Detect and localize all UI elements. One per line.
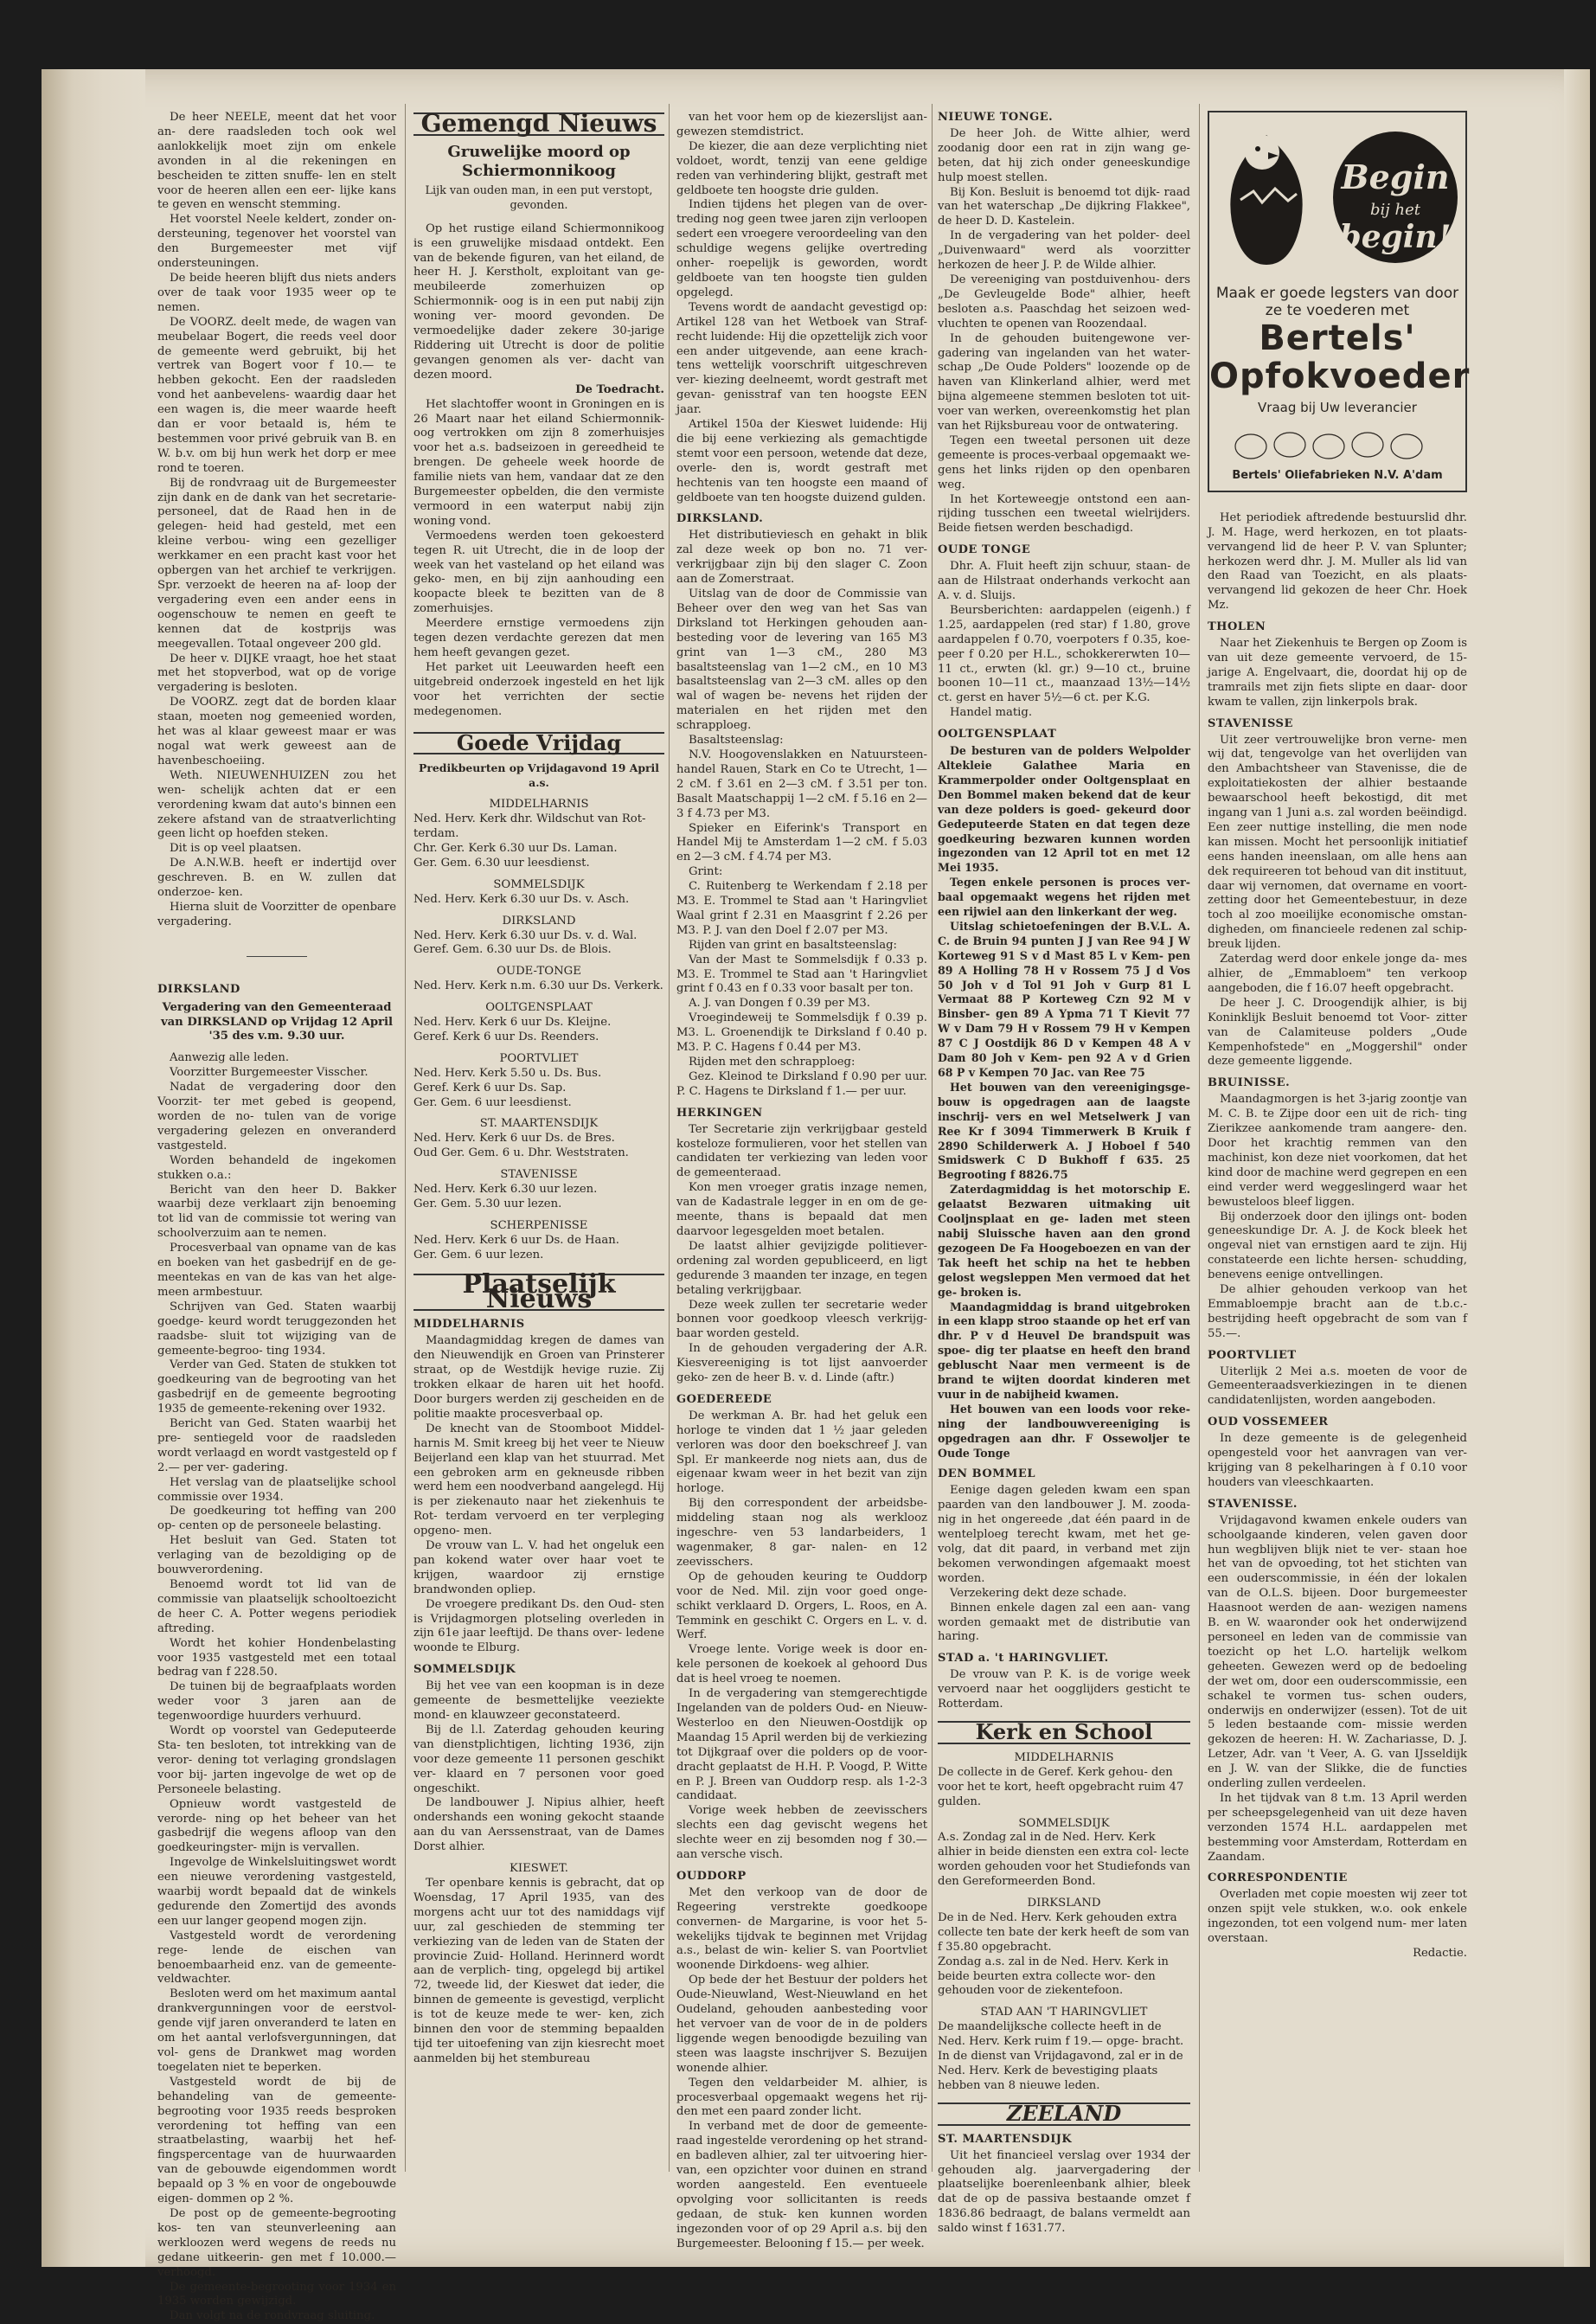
- paragraph: Uit het financieel verslag over 1934 der gehouden alg. jaarvergadering der plaatselijke boerenleenbank alhier, bleek dat de op de passiva bestaande omzet f 1836.86 bedraagt, de balans vermeldt aan saldo winst f 1631.77.: [938, 2148, 1190, 2236]
- place-name: STAVENISSE: [500, 1168, 578, 1182]
- news-bruinisse: [1208, 1093, 1467, 1341]
- paragraph: Uitslag schietoefeningen der B.V.L. A. C. de Bruin 94 punten J J van Ree 94 J W Korteweg 91 S v d Mast 85 L v Kem- pen 89 A Holling 78 H v Rossem 75 J d Vos 50 Joh v d Tol 91 Joh v Gurp 81 L Vermaat 88 P Korteweg Czn 92 M v Binsber- gen 89 A Ypma 71 T Kievit 77 W v Dam 79 H v Rossem 79 H v Kempen 87 C J Oostdijk 86 D v Kempen 48 A v Dam 80 Joh v Kem- pen 92 A v d Grien 68 P v Kempen 70 Jac. van Ree 75: [938, 919, 1190, 1079]
- paragraph: Maandagmorgen is het 3-jarig zoontje van M. C. B. te Zijpe door een uit de rich- ting Zierikzee aankomende tram aangere- den. Door het krachtig remmen van den machinist, kon deze niet voorkomen, dat het kind door de machine werd gegrepen en een eind verder werd weggeslingerd waar het bewusteloos bleef liggen.: [1208, 1093, 1467, 1209]
- news-stavenisse: [1208, 734, 1467, 1070]
- place-name: MIDDELHARNIS: [1014, 1750, 1114, 1764]
- column-rule: [1199, 104, 1200, 2172]
- paragraph: Bij het vee van een koopman is in deze gemeente de besmettelijke veeziekte mond- en klauwzeer geconstateerd.: [413, 1679, 664, 1722]
- paragraph: In de vergadering van het polder- deel „Duivenwaard" werd als voorzitter herkozen de heer J. P. de Wilde alhier.: [938, 229, 1190, 273]
- listing-line: Ger. Gem. 5.30 uur lezen.: [413, 1197, 562, 1210]
- listing-line: Ned. Herv. Kerk 6.30 uur Ds. v. Asch.: [413, 892, 630, 906]
- section-head-oud-vossemeer: OUD VOSSEMEER: [1208, 1416, 1329, 1429]
- paragraph: De heer Joh. de Witte alhier, werd zoodanig door een rat in zijn wang ge- beten, dat hij zich onder geneeskundige hulp moest stellen.: [938, 126, 1190, 184]
- news-nieuwe-tonge: [938, 127, 1190, 536]
- ad-tagline: Maak er goede legsters van door ze te voederen met: [1215, 285, 1459, 319]
- listing-line: Ger. Gem. 6.30 uur leesdienst.: [413, 856, 590, 870]
- news-dirksland: [676, 529, 927, 1099]
- paragraph: Dan volgt na de rondvraag sluiting.: [170, 2309, 375, 2323]
- listing-line: Oud Ger. Gem. 6 u. Dhr. Weststraten.: [413, 1146, 629, 1160]
- listing-line: Geref. Kerk 6 uur Ds. Reenders.: [413, 1030, 599, 1043]
- paragraph: Besloten werd om het maximum aantal drankvergunningen voor de eerstvol- gende vijf jaren onveranderd te laten en om het aantal verlofsvergunningen, dat vol- gens de Drankwet mag worden toegelaten niet te beperken.: [157, 1987, 396, 2074]
- place-name: SCHERPENISSE: [490, 1218, 588, 1232]
- column-rule: [669, 104, 670, 2172]
- chicks-row-illustration: [1225, 421, 1450, 464]
- listing-line: Chr. Ger. Kerk 6.30 uur Ds. Laman.: [413, 841, 618, 855]
- section-head-goedereede: GOEDEREEDE: [676, 1392, 772, 1406]
- article-murder: [413, 222, 664, 383]
- paragraph: Hierna sluit de Voorzitter de openbare vergadering.: [157, 900, 396, 928]
- listing-line: Ned. Herv. Kerk 6 uur Ds. de Haan.: [413, 1233, 619, 1247]
- paragraph: Zaterdagmiddag is het motorschip E. gelaatst Bezwaren uitmaking uit Cooljnsplaat en ge- laden met steen nabij Sluissche haven aan den grond gezogeen De Fa Hoogeboezen en van der Tak heeft het schip na het te hebben gelost wegsleppen Men vermoed dat het ge- broken is.: [938, 1183, 1190, 1299]
- news-ooltgensplaat: [938, 744, 1190, 1461]
- ad-maker: Bertels' Oliefabrieken N.V. A'dam: [1232, 468, 1443, 482]
- section-head-bruinisse: BRUINISSE.: [1208, 1076, 1291, 1090]
- paragraph: De knecht van de Stoomboot Middel- harnis M. Smit kreeg bij het veer te Nieuw Beijerland een klap van het stuurrad. Met een gebroken arm en gekneusde ribben werd hem een noodverband aangelegd. Hij is per ziekenauto naar het ziekenhuis te Rot- terdam vervoerd en ter verpleging opgeno- men.: [413, 1422, 664, 1538]
- listing-line: Zondag a.s. zal in de Ned. Herv. Kerk in beide beurten extra collecte wor- den gehouden voor de ziekentefoon.: [938, 1955, 1169, 1998]
- ad-slogan: Begin: [1341, 157, 1450, 196]
- paragraph: De alhier gehouden verkoop van het Emmabloempje bracht aan de t.b.c.- bestrijding heeft opgebracht de som van f 55.—.: [1208, 1283, 1467, 1340]
- column-5: [1208, 111, 1471, 2170]
- church-services-list: [413, 798, 664, 1262]
- listing-line: A.s. Zondag zal in de Ned. Herv. Kerk alhier in beide diensten een extra col- lecte worden gehouden voor het Studiefonds van den Gereformeerden Bond.: [938, 1831, 1190, 1889]
- place-name: DIRKSLAND: [1027, 1897, 1101, 1910]
- paragraph: A. J. van Dongen f 0.39 per M3.: [689, 997, 870, 1011]
- section-head-oude-tonge: OUDE TONGE: [938, 543, 1031, 557]
- paragraph: Maandagmiddag kregen de dames van den Nieuwendijk en Groen van Prinsterer straat, op de Westdijk hevige ruzie. Zij trokken elkaar de haren uit het hoofd. Door burgers werden zij gescheiden en de politie maakte procesverbaal op.: [413, 1334, 664, 1421]
- place-name: OOLTGENSPLAAT: [485, 1001, 593, 1015]
- paragraph: De heer v. DIJKE vraagt, hoe het staat met het stopverbod, wat op de vorige vergadering is besloten.: [157, 652, 396, 695]
- column-2: [413, 111, 664, 2170]
- signature-redactie: Redactie.: [1413, 1947, 1467, 1960]
- section-head-stavenisse: STAVENISSE: [1208, 716, 1293, 730]
- column-4: [938, 111, 1190, 2236]
- ad-product: Opfokvoeder: [1209, 356, 1471, 396]
- paragraph: Meerdere ernstige vermoedens zijn tegen dezen verdachte gerezen dat men hem heeft gevangen gezet.: [413, 617, 664, 659]
- paragraph: Tevens wordt de aandacht gevestigd op: Artikel 128 van het Wetboek van Straf- recht luidende: Hij die opzettelijk zich voor een ander uitgevende, aan eene krach- tens wettelijk voorschrift uitgeschreven ver- kiezing deelneemt, wordt gestraft met gevan- genisstraf van ten hoogste EEN jaar.: [676, 300, 927, 417]
- paragraph: C. Ruitenberg te Werkendam f 2.18 per M3. E. Trommel te Stad aan 't Haringvliet Waal grint f 2.31 en Maasgrint f 2.26 per M3. P. J. van den Doel f 2.07 per M3.: [676, 880, 927, 937]
- headline-murder: Gruwelijke moord op Schiermonnikoog: [447, 142, 631, 180]
- paragraph: Vastgesteld wordt de bij de behandeling van de gemeente-begrooting voor 1935 reeds besproken verordening tot heffing van een straatbelasting, waarbij het hef- fingspercentage van de huurwaarden van de gebouwde eigendommen wordt bepaald op 3 % en voor de ongebouwde eigen- dommen op 2 %.: [157, 2075, 396, 2206]
- meeting-title: Vergadering van den Gemeenteraad van DIRKSLAND op Vrijdag 12 April '35 des v.m. 9.30 uur.: [160, 1000, 394, 1043]
- paragraph: Worden behandeld de ingekomen stukken o.a.:: [157, 1153, 396, 1182]
- paragraph: Tegen een tweetal personen uit deze gemeente is proces-verbaal opgemaakt we- gens het links rijden op den openbaren weg.: [938, 433, 1190, 491]
- paragraph: Bij onderzoek door den ijlings ont- boden geneeskundige Dr. A. J. de Kock bleek het ongeval niet van ernstigen aard te zijn. Hij constateerde een lichte hersen- schudding, benevens eenige ontvellingen.: [1208, 1210, 1467, 1282]
- binding-edge: [42, 69, 145, 2267]
- paragraph: N.V. Hoogovenslakken en Natuursteen- handel Rauen, Stark en Co te Utrecht, 1—2 cM. f 3.61 en 2—3 cM. f 3.51 per ton. Basalt Maatschappij 1—2 cM. f 5.16 en 2—3 f 4.73 per M3.: [676, 748, 927, 820]
- masthead-zeeland: ZEELAND: [938, 2103, 1190, 2126]
- paragraph: Het voorstel Neele keldert, zonder on- dersteuning, tegenover het voorstel van den Burgemeester met vijf ondersteuningen.: [157, 213, 396, 271]
- paragraph: De heer J. C. Droogendijk alhier, is bij Koninklijk Besluit benoemd tot Voor- zitter van de Calamiteuse polders „Oude Kempenhofstede" en „Moggershil" onder deze gemeente liggende.: [1208, 996, 1467, 1069]
- section-head-sommelsdijk: SOMMELSDIJK: [413, 1663, 516, 1677]
- news-den-bommel: [938, 1484, 1190, 1645]
- column-3: [676, 111, 927, 2250]
- paragraph: Vrijdagavond kwamen enkele ouders van schoolgaande kinderen, velen gaven door hun wegblijven blijk niet te ver- staan hoe het van de opvoeding, tot het stichten van een ouderscommissie, in één der lokalen van de O.L.S. bijeen. Door burgemeester Haasnoot werden de aan- wezigen namens B. en W. waaronder ook het onderwijzend personeel en leden van de commissie van toezicht op het L.O. hartelijk welkom geheeten. Gewezen werd op de bedoeling der wet om, door een ouderscommissie, een schakel te vormen tus- schen ouders, onderwijs en onderwijzer (essen). Tot de uit 5 leden bestaande com- missie werden gekozen de heeren: H. W. Zachariasse, D. J. Letzer, Adr. van 't Veer, A. G. van IJsseldijk en J. W. van der Slikke, die de functies onderling zullen verdeelen.: [1208, 1513, 1467, 1791]
- listing-line: Ger. Gem. 6 uur lezen.: [413, 1248, 544, 1262]
- listing-line: Ned. Herv. Kerk 6 uur Ds. de Bres.: [413, 1132, 615, 1146]
- paragraph: In de gehouden buitengewone ver- gadering van ingelanden van het water- schap „De Oude Polders" loozende op de haven van Klinkerland alhier, werd met bijna algemeene stemmen besloten tot uit- voer van werken, overeenkomstig het plan van het Rijksbureau voor de ontwatering.: [938, 331, 1190, 433]
- paragraph: Bericht van den heer D. Bakker waarbij deze verklaart zijn benoeming tot lid van de commissie tot wering van schoolverzuim aan te nemen.: [157, 1183, 396, 1241]
- listing-line: Ned. Herv. Kerk 6.30 uur Ds. v. d. Wal.: [413, 928, 638, 942]
- place-name: OUDE-TONGE: [497, 965, 581, 979]
- paragraph: Vermoedens werden toen gekoesterd tegen R. uit Utrecht, die in de loop der week van het vasteland op het eiland was geko- men, en bij zijn aanhouding een koopacte bleek te bezitten van de 8 zomerhuisjes.: [413, 529, 664, 616]
- column-rule: [932, 104, 933, 2172]
- paragraph: De besturen van de polders Welpolder Altekleie Galathee Maria en Krammerpolder onder Ooltgensplaat en Den Bommel maken bekend dat de keur van deze polders is goed- gekeurd door Gedeputeerde Staten en dat tegen deze goedkeuring bezwaren kunnen worden ingezonden van 12 April tot en met 12 Mei 1935.: [938, 744, 1190, 875]
- paragraph: Gez. Kleinod te Dirksland f 0.90 per uur. P. C. Hagens te Dirksland f 1.— per uur.: [676, 1069, 927, 1098]
- paragraph: Bij Kon. Besluit is benoemd tot dijk- raad van het waterschap „De dijkring Flakkee", de heer D. D. Kastelein.: [938, 185, 1190, 228]
- ad-brand: Bertels': [1259, 318, 1416, 358]
- section-head-poortvliet: POORTVLIET: [1208, 1348, 1297, 1362]
- paragraph: Ingevolge de Winkelsluitingswet wordt een nieuwe verordening vastgesteld, waarbij wordt bepaald dat de winkels gedurende den Zomertijd des avonds een uur langer geopend mogen zijn.: [157, 1856, 396, 1928]
- paragraph: Binnen enkele dagen zal een aan- vang worden gemaakt met de distributie van haring.: [938, 1601, 1190, 1644]
- page-right-edge: [1564, 69, 1590, 2267]
- section-head-herkingen: HERKINGEN: [676, 1106, 763, 1120]
- paragraph: De VOORZ. deelt mede, de wagen van meubelaar Bogert, die reeds veel door de gemeente werd gebruikt, bij het vertrek van Bogert voor f 10.— te hebben gekocht. Een der raadsleden vond het aanbevelens- waardig daar het een wagen is, die meer waarde heeft dan er voor betaald is, hém te bestemmen voor privé gebruik van B. en W. b.v. om bij hun werk het dorp er mee rond te toeren.: [157, 315, 396, 475]
- paragraph: De laatst alhier gevijzigde politiever- ordening zal worden gepubliceerd, en ligt gedurende 3 maanden ter inzage, en tegen betaling verkrijgbaar.: [676, 1239, 927, 1297]
- paragraph: De vrouw van P. K. is de vorige week vervoerd naar het oogglijders gesticht te Rotterdam.: [938, 1668, 1190, 1711]
- paragraph: Overladen met copie moesten wij zeer tot onzen spijt vele stukken, w.o. ook enkele ingezonden, tot een volgend num- mer laten overstaan.: [1208, 1888, 1467, 1946]
- paragraph: In de gehouden vergadering der A.R. Kiesvereeniging is tot lijst aanvoerder geko- zen de heer B. v. d. Linde (aftr.): [676, 1342, 927, 1385]
- ad-ask: Vraag bij Uw leverancier: [1258, 400, 1417, 415]
- paragraph: Artikel 150a der Kieswet luidende: Hij die bij eene verkiezing als gemachtigde stemt voor een persoon, wetende dat deze, overle- den is, wordt gestraft met hechtenis van ten hoogste een maand of geldboete van ten hoogste duizend gulden.: [676, 418, 927, 504]
- paragraph: In de vergadering van stemgerechtigde Ingelanden van de polders Oud- en Nieuw- Westerloo en den Nieuwen-Oostdijk op Maandag 15 April werden bij de verkiezing tot Dijkgraaf over die polders op de voor- dracht geplaatst de H.H. P. Voogd, P. Witte en P. J. Breen van Ouddorp resp. als 1-2-3 candidaat.: [676, 1687, 927, 1803]
- paragraph: Procesverbaal van opname van de kas en boeken van het gasbedrijf en de ge- meentekas en van de kas van het alge- meen armbestuur.: [157, 1242, 396, 1299]
- section-head-kieswet: KIESWET.: [510, 1862, 568, 1876]
- section-head-nieuwe-tonge: NIEUWE TONGE.: [938, 111, 1054, 124]
- place-name: ST. MAARTENSDIJK: [479, 1117, 599, 1131]
- paragraph: Het bouwen van den vereenigingsge- bouw is opgedragen aan de laagste inschrij- vers en wel Metselwerk J van Ree Kr f 3094 Timmerwerk B Kruik f 2890 Schilderwerk A. J Hoboel f 540 Smidswerk C D Bukhoff f 635. 25 Begrooting f 8826.75: [938, 1080, 1190, 1182]
- paragraph: Indien tijdens het plegen van de over- treding nog geen twee jaren zijn verloopen sedert een vroegere veroordeeling van den schuldige wegens gelijke overtreding onher- roepelijk is geworden, wordt geldboete van ten hoogste tien gulden opgelegd.: [676, 198, 927, 299]
- section-head-correspondentie: CORRESPONDENTIE: [1208, 1871, 1348, 1885]
- council-report-dirksland: [157, 1051, 396, 2324]
- listing-line: Ned. Herv. Kerk n.m. 6.30 uur Ds. Verkerk.: [413, 979, 663, 993]
- paragraph: Tegen den veldarbeider M. alhier, is procesverbaal opgemaakt wegens het rij- den met een paard zonder licht.: [676, 2076, 927, 2119]
- paragraph: Voorzitter Burgemeester Visscher.: [170, 1066, 369, 1080]
- paragraph: De vrouw van L. V. had het ongeluk een pan kokend water over haar voet te krijgen, waardoor zij ernstige brandwonden opliep.: [413, 1539, 664, 1596]
- paragraph: Vastgesteld wordt de verordening rege- lende de eischen van benoembaarheid enz. van de gemeente-veldwachter.: [157, 1929, 396, 1987]
- svg-text:bij het: bij het: [1369, 201, 1421, 219]
- paragraph: Uit zeer vertrouwelijke bron verne- men wij dat, tengevolge van het overlijden van den Ambachtsheer van Stavenisse, die de exploitatiekosten der alhier bestaande bewaarschool heeft bekostigd, dit met ingang van 1 Juni a.s. zal worden beëindigd. Een zeer nuttige instelling, die men node kan missen. Mocht het persoonlijk initiatief eens handen ineenslaan, om alle hens aan dek requireeren tot behoud van dit instituut, daar wij vernomen, dat overname en voort- zetting door het Gemeentebestuur, in deze toch al zoo moeilijke economische omstan- digheden, om financieele redenen zal schip- breuk lijden.: [1208, 733, 1467, 952]
- paragraph: Opnieuw wordt vastgesteld de verorde- ning op het beheer van het gasbedrijf die wegens afloop van den goedkeuringster- mijn is vervallen.: [157, 1797, 396, 1855]
- paragraph: Maandagmiddag is brand uitgebroken in een klapp stroo staande op het erf van dhr. P v d Heuvel De brandspuit was spoe- dig ter plaatse en heeft den brand gebluscht Naar men vermeent is de brand te wijten doordat kinderen met vuur in de nabijheid kwamen.: [938, 1300, 1190, 1401]
- news-bestuur: [1208, 511, 1467, 613]
- ad-illustration: [1209, 112, 1465, 281]
- section-head-middelharnis: MIDDELHARNIS: [413, 1318, 525, 1332]
- masthead-gemengd-nieuws: Gemengd Nieuws: [413, 112, 664, 136]
- paragraph: Handel matig.: [950, 706, 1033, 720]
- news-tholen: [1208, 637, 1467, 710]
- paragraph: Het bouwen van een loods voor reke- ning der landbouwvereeniging is opgedragen aan dhr. F Ossewoljer te Oude Tonge: [938, 1402, 1190, 1460]
- listing-line: De collecte in de Geref. Kerk gehou- den voor het te kort, heeft opgebracht ruim 47 gulden.: [938, 1765, 1184, 1808]
- place-name: MIDDELHARNIS: [489, 798, 589, 812]
- place-name: POORTVLIET: [499, 1051, 579, 1065]
- paragraph: De VOORZ. zegt dat de borden klaar staan, moeten nog gemeenied worden, het was al klaar geweest maar er was nogal wat werk geweest aan de havenbeschoeiing.: [157, 696, 396, 767]
- paragraph: Met den verkoop van de door de Regeering verstrekte goedkoope convernen- de Margarine, is voor het 5-wekelijks tijdvak te beginnen met Vrijdag a.s., belast de win- kelier S. van Poortvliet woonende Dirkdoens- weg alhier.: [676, 1885, 927, 1973]
- masthead-goede-vrijdag: Goede Vrijdag: [413, 732, 664, 755]
- paragraph: Eenige dagen geleden kwam een span paarden van den landbouwer J. M. zooda- nig in het ongereede ‚dat één paard in de wentelploeg terecht kwam, met het ge- volg, dat dit paard, in verband met zijn bekomen verwondingen afgemaakt moest worden.: [938, 1484, 1190, 1585]
- paragraph: Vroegindeweij te Sommelsdijk f 0.39 p. M3. L. Groenendijk te Dirksland f 0.40 p. M3. P. C. Hagens f 0.44 per M3.: [676, 1011, 927, 1055]
- listing-line: Ger. Gem. 6 uur leesdienst.: [413, 1095, 572, 1109]
- paragraph: Het parket uit Leeuwarden heeft een uitgebreid onderzoek ingesteld en het lijk voor het verrichten der sectie medegenomen.: [413, 660, 664, 718]
- paragraph: van het voor hem op de kiezerslijst aan- gewezen stemdistrict.: [676, 111, 927, 138]
- paragraph: De heer NEELE, meent dat het voor an- dere raadsleden toch ook wel aanlokkelijk moet zijn om enkele avonden in al die rekeningen en bescheiden te zitten snuffe- len en stelt voor de heeren allen een eer- lijke kans te geven en wenscht stemming.: [157, 111, 396, 212]
- paragraph: In verband met de door de gemeente- raad ingestelde verordening op het strand- en badleven alhier, zal ter uitvoering hier- van, een opzichter voor duinen en strand worden aangesteld. Een eventueele opvolging voor sollicitanten is reeds gedaan, de stuk- ken kunnen worden ingezonden voor of op 29 April a.s. bij den Burgemeester. Belooning f 15.— per week.: [676, 2120, 927, 2250]
- place-name: DIRKSLAND: [502, 914, 576, 928]
- paragraph: Wordt het kohier Hondenbelasting voor 1935 vastgesteld met een totaal bedrag van f 228.50.: [157, 1636, 396, 1679]
- listing-line: De in de Ned. Herv. Kerk gehouden extra collecte ten bate der kerk heeft de som van f 35.80 opgebracht.: [938, 1910, 1189, 1954]
- paragraph: Nadat de vergadering door den Voorzit- ter met gebed is geopend, worden de no- tulen van de vorige vergadering gelezen en onveranderd vastgesteld.: [157, 1081, 396, 1152]
- paragraph: Verzekering dekt deze schade.: [950, 1586, 1127, 1600]
- paragraph: Op de gehouden keuring te Ouddorp voor de Ned. Mil. zijn voor goed onge- schikt verklaard D. Orgers, L. Roos, en A. Temmink en geschikt C. Orgers en L. v. d. Werf.: [676, 1570, 927, 1642]
- section-head-dirksland: DIRKSLAND: [157, 982, 240, 996]
- news-sommelsdijk: [413, 1679, 664, 1855]
- paragraph: Het slachtoffer woont in Groningen en is 26 Maart naar het eiland Schiermonnik- oog vertrokken om zijn 8 zomerhuisjes voor het a.s. badseizoen in gereedheid te brengen. De geheele week hoorde de familie niets van hem, vandaar dat ze den Burgemeester opbelden, die den vermiste vermoord in een waterput nabij zijn woning vond.: [413, 397, 664, 528]
- article-murder-continued: [413, 398, 664, 720]
- paragraph: De vereeniging van postduivenhou- ders „De Gevleugelde Bode" alhier, heeft besloten a.s. Paaschdag het seizoen wed- vluchten te openen van Roozendaal.: [938, 273, 1190, 331]
- paragraph: Van der Mast te Sommelsdijk f 0.33 p. M3. E. Trommel te Stad aan 't Haringvliet grint f 0.43 en f 0.33 voor basalt per ton.: [676, 953, 927, 996]
- church-school-news: [938, 1751, 1190, 2094]
- paragraph: Bericht van Ged. Staten waarbij het pre- sentiegeld voor de raadsleden wordt verlaagd en wordt vastgesteld op f 2.— per ver- gadering.: [157, 1417, 396, 1474]
- paragraph: Vroege lente. Vorige week is door en- kele personen de koekoek al gehoord Dus dat is heel vroeg te noemen.: [676, 1643, 927, 1686]
- paragraph: Schrijven van Ged. Staten waarbij goedge- keurd wordt teruggezonden het raadsbe- sluit tot wijziging van de gemeente-begroo- ting 1934.: [157, 1300, 396, 1358]
- paragraph: De kiezer, die aan deze verplichting niet voldoet, wordt, tenzij van eene geldige reden van verhindering blijkt, gestraft met geldboete ten hoogste drie gulden.: [676, 139, 927, 197]
- section-head-ouddorp: OUDDORP: [676, 1869, 747, 1883]
- masthead-kerk-en-school: Kerk en School: [938, 1721, 1190, 1744]
- paragraph: Het besluit van Ged. Staten tot verlaging van de bezoldiging op de bouwverordening.: [157, 1534, 396, 1577]
- paragraph: In deze gemeente is de gelegenheid opengesteld voor het aanvragen van ver- krijging van 8 pekelharingen à f 0.10 voor houders van vleeschkaarten.: [1208, 1432, 1467, 1489]
- news-kieswet: [413, 1877, 664, 2067]
- section-head-den-bommel: DEN BOMMEL: [938, 1467, 1035, 1481]
- listing-line: In de dienst van Vrijdagavond, zal er in de Ned. Herv. Kerk de bevestiging plaats hebben van 8 nieuwe leden.: [938, 2050, 1183, 2092]
- paragraph: Bij de rondvraag uit de Burgemeester zijn dank en de dank van het secretarie- personeel, dat de Raad hen in de gelegen- heid had gesteld, met een kleine verbou- wing een gezelliger werkkamer en een pracht kast voor het opbergen van het archief te verkrijgen. Spr. verzoekt de heeren na af- loop der vergadering even een ander eens in oogenschouw te nemen en geeft te kennen dat de kostprijs was meegevallen. Totaal ongeveer 200 gld.: [157, 476, 396, 651]
- paragraph: Het verslag van de plaatselijke school commissie over 1934.: [157, 1475, 396, 1504]
- paragraph: Rijden van grint en basaltsteenslag:: [689, 938, 897, 952]
- listing-line: Ned. Herv. Kerk 6.30 uur lezen.: [413, 1183, 598, 1197]
- section-head-st-maartensdijk: ST. MAARTENSDIJK: [938, 2132, 1073, 2146]
- correspondence: [1208, 1888, 1467, 1947]
- news-goedereede: [676, 1409, 927, 1863]
- predik-title: Predikbeurten op Vrijdagavond 19 April a.s.: [419, 761, 659, 790]
- listing-line: Ned. Herv. Kerk 6 uur Ds. Kleijne.: [413, 1016, 612, 1030]
- paragraph: Rijden met den schrapploeg:: [689, 1056, 856, 1069]
- place-name: SOMMELSDIJK: [1018, 1816, 1110, 1830]
- section-head-ooltgensplaat: OOLTGENSPLAAT: [938, 728, 1057, 741]
- paragraph: De werkman A. Br. had het geluk een horloge te vinden dat 1 ½ jaar geleden verloren was door den boekschreef J. van Spl. Er mankeerde nog niets aan, dus de eigenaar kwam weer in het bezit van zijn horloge.: [676, 1409, 927, 1496]
- paragraph: Zaterdag werd door enkele jonge da- mes alhier, de „Emmabloem" ten verkoop aangeboden, die f 16.07 heeft opgebracht.: [1208, 953, 1467, 995]
- paragraph: Grint:: [689, 865, 723, 879]
- paragraph: Tegen enkele personen is proces ver- baal opgemaakt wegens het rijden met een rijwiel aan den linkerkant der weg.: [938, 876, 1190, 919]
- section-divider: [247, 956, 307, 957]
- paragraph: De beide heeren blijft dus niets anders over de taak voor 1935 weer op te nemen.: [157, 271, 396, 314]
- paragraph: Aanwezig alle leden.: [170, 1051, 290, 1065]
- news-stavenisse-2: [1208, 1514, 1467, 1865]
- listing-line: Geref. Kerk 6 uur Ds. Sap.: [413, 1081, 567, 1095]
- subheadline-murder: Lijk van ouden man, in een put verstopt, gevonden.: [425, 183, 653, 212]
- paragraph: Dit is op veel plaatsen.: [170, 842, 302, 856]
- paragraph: Wordt op voorstel van Gedeputeerde Sta- ten besloten, tot intrekking van de veror- dening tot verlaging grondslagen voor bij- jarten ingevolge de wet op de Personeele belasting.: [157, 1724, 396, 1796]
- paragraph: De vroegere predikant Ds. den Oud- sten is Vrijdagmorgen plotseling overleden in zijn 61e jaar leeftijd. De thans over- ledene woonde te Elburg.: [413, 1597, 664, 1655]
- chick-in-egg-illustration: [1215, 118, 1318, 269]
- advertisement-bertels: [1208, 111, 1471, 492]
- paragraph: Spieker en Eiferink's Transport en Handel Mij te Amsterdam 1—2 cM. f 5.03 en 2—3 cM. f 4.74 per M3.: [676, 821, 927, 864]
- council-report-continued: [157, 111, 396, 930]
- paragraph: Op bede der het Bestuur der polders het Oude-Nieuwland, West-Nieuwland en het Oudeland, gehouden aanbesteding voor het vervoer van de voor de in de polders liggende wegen benoodigde bezuiling van steen was laagste inschrijver S. Bezuijen wonende alhier.: [676, 1974, 927, 2075]
- news-poortvliet: [1208, 1365, 1467, 1409]
- section-head-stavenisse-2: STAVENISSE.: [1208, 1497, 1298, 1511]
- paragraph: Dhr. A. Fluit heeft zijn schuur, staan- de aan de Hilstraat onderhands verkocht aan A. v. d. Sluijs.: [938, 560, 1190, 602]
- column-rule: [405, 104, 406, 2172]
- paragraph: Ter openbare kennis is gebracht, dat op Woensdag, 17 April 1935, van des morgens acht uur tot des namiddags vijf uur, zal geschieden de stemming ter verkiezing van de leden van de Staten der provincie Zuid- Holland. Herinnerd wordt aan de verplich- ting, opgelegd bij artikel 72, tweede lid, der Kieswet dat ieder, die binnen de gemeente is gevestigd, verplicht is tot de keuze mede te wer- ken, zich binnen den voor de stemming bepaalden tijd ter uitoefening van zijn kiesrecht moet aanmelden bij het stembureau: [413, 1876, 664, 2065]
- paragraph: De post op de gemeente-begrooting kos- ten van steunverleening aan werkloozen werd wegens de reeds nu gedane uitkeerin- gen met f 10.000.— verhoogd.: [157, 2206, 396, 2279]
- speech-bubble: [1330, 128, 1460, 266]
- paragraph: In het Korteweegje ontstond een aan- rijding tusschen een tweetal wielrijders. Beide fietsen werden beschadigd.: [938, 492, 1190, 536]
- place-name: SOMMELSDIJK: [493, 877, 585, 891]
- paragraph: Basaltsteenslag:: [689, 734, 784, 748]
- paragraph: Beursberichten: aardappelen (eigenh.) f 1.25, aardappelen (red star) f 1.80, grove aardappelen f 0.70, voerpoters f 0.35, koe- peer f 0.20 per H.L., schokkererwten 10— 11 ct., erwten (kl. gr.) 9—10 ct., bruine boonen 10—11 ct., maanzaad 13½—14½ ct. gerst en haver 5½—6 ct. per K.G.: [938, 603, 1190, 705]
- news-st-maartensdijk: [938, 2149, 1190, 2237]
- paragraph: Bij den correspondent der arbeidsbe- middeling staan nog als werklooz ingeschre- ven 53 landarbeiders, 1 wagenmaker, 8 gar- nalen- en 12 zeevisschers.: [676, 1497, 927, 1569]
- paragraph: Verder van Ged. Staten de stukken tot goedkeuring van de begrooting van het gasbedrijf en de gemeente begrooting 1935 de gemeente-rekening over 1932.: [157, 1358, 396, 1416]
- paragraph: Uiterlijk 2 Mei a.s. moeten de voor de Gemeenteraadsverkiezingen in te dienen candidatenlijsten, worden aangeboden.: [1208, 1364, 1467, 1408]
- paragraph: De A.N.W.B. heeft er indertijd over geschreven. B. en W. zullen dat onderzoe- ken.: [157, 857, 396, 900]
- paragraph: Op het rustige eiland Schiermonnikoog is een gruwelijke misdaad ontdekt. Een van de bekende figuren, van het eiland, de heer H. J. Kerstholt, exploitant van ge- meubileerde zomerhuizen op Schiermonnik- oog is in een put nabij zijn woning ver- moord gevonden. De vermoedelijke dader zekere 30-jarige Riddering uit Utrecht is door de politie gevangen genomen als ver- dacht van dezen moord.: [413, 221, 664, 382]
- paragraph: In het tijdvak van 8 t.m. 13 April werden per scheepsgelegenheid van uit deze haven verzonden 1574 H.L. aardappelen met bestemming voor Amsterdam, Rotterdam en Zaandam.: [1208, 1791, 1467, 1864]
- news-oude-tonge: [938, 560, 1190, 721]
- news-herkingen: [676, 1123, 927, 1386]
- paragraph: Naar het Ziekenhuis te Bergen op Zoom is van uit deze gemeente vervoerd, de 15-jarige A. Engelvaart, die, doordat hij op de tramrails met zijn fiets slipte en daar- door kwam te vallen, zijn linkerpols brak.: [1208, 637, 1467, 709]
- paragraph: Weth. NIEUWENHUIZEN zou het wen- schelijk achten dat er een verordening kwam dat auto's binnen een zekere afstand van de straatverlichting geen licht op hoefden steken.: [157, 768, 396, 841]
- section-head-dirksland: DIRKSLAND.: [676, 512, 764, 526]
- paragraph: Uitslag van de door de Commissie van Beheer over den weg van het Sas van Dirksland tot Herkingen gehouden aan- besteding voor de levering van 165 M3 grint van 1—3 cM., 280 M3 basaltsteenslag van 1—2 cM., en 10 M3 basaltsteenslag van 2—3 cM. alles op den wal of wagen be- nevens het rijden der materialen en het rijden met den schrapploeg.: [676, 587, 927, 733]
- paragraph: Het periodiek aftredende bestuurslid dhr. J. M. Hage, werd herkozen, en tot plaats- vervangend lid de heer P. V. van Splunter; herkozen werd dhr. J. M. Muller als lid van den Raad van Toezicht, en als plaats- vervangend lid gekozen de heer Chr. Hoek Mz.: [1208, 510, 1467, 613]
- paragraph: Het distributieviesch en gehakt in blik zal deze week op bon no. 71 ver- verkrijgbaar zijn bij den slager C. Zoon aan de Zomerstraat.: [676, 529, 927, 587]
- paragraph: De tuinen bij de begraafplaats worden weder voor 3 jaren aan de tegenwoordige huurders verhuurd.: [157, 1680, 396, 1724]
- paragraph: Benoemd wordt tot lid van de commissie van plaatselijk schooltoezicht de heer C. A. Potter wegens periodiek aftreding.: [157, 1578, 396, 1635]
- news-ouddorp: [676, 1886, 927, 2252]
- news-oud-vossemeer: [1208, 1432, 1467, 1491]
- place-name: STAD AAN 'T HARINGVLIET: [980, 2006, 1148, 2019]
- listing-line: Geref. Gem. 6.30 uur Ds. de Blois.: [413, 943, 612, 957]
- subhead-toedracht: De Toedracht.: [575, 382, 664, 396]
- paragraph: De goedkeuring tot heffing van 200 op- centen op de personeele belasting.: [157, 1505, 396, 1533]
- paragraph: Kon men vroeger gratis inzage nemen, van de Kadastrale legger in en om de ge- meente, thans is bepaald dat men daarvoor legesgelden moet betalen.: [676, 1181, 927, 1238]
- listing-line: Ned. Herv. Kerk dhr. Wildschut van Rot- terdam.: [413, 812, 646, 841]
- section-head-tholen: THOLEN: [1208, 620, 1266, 634]
- paragraph: Vorige week hebben de zeevisschers slechts een dag gevischt wegens het slechte weer en zij besomden nog f 30.— aan versche visch.: [676, 1804, 927, 1862]
- svg-text:begin!: begin!: [1339, 219, 1452, 255]
- listing-line: De maandelijksche collecte heeft in de Ned. Herv. Kerk ruim f 19.— opge- bracht.: [938, 2020, 1184, 2049]
- section-head-stad: STAD a. 't HARINGVLIET.: [938, 1652, 1109, 1666]
- masthead-plaatselijk-nieuws: Plaatselijk Nieuws: [413, 1274, 664, 1312]
- news-kieswet-continued: [676, 111, 927, 505]
- listing-line: Ned. Herv. Kerk 5.50 u. Ds. Bus.: [413, 1066, 602, 1080]
- column-1: [157, 111, 396, 2323]
- paragraph: Bij de l.l. Zaterdag gehouden keuring van dienstplichtigen, lichting 1936, zijn voor deze gemeente 11 personen geschikt ver- klaard en 7 personen voor goed ongeschikt.: [413, 1723, 664, 1795]
- news-stad: [938, 1668, 1190, 1712]
- paragraph: De gemeente-begrooting voor 1934 en 1935 worden gewijzigd.: [157, 2280, 396, 2308]
- paragraph: Deze week zullen ter secretarie weder bonnen voor goedkoop vleesch verkrijg- baar worden gesteld.: [676, 1298, 927, 1341]
- paragraph: De landbouwer J. Nipius alhier, heeft ondershands een woning gekocht staande aan du van Aerssenstraat, van de Dames Dorst alhier.: [413, 1796, 664, 1854]
- news-middelharnis: [413, 1334, 664, 1656]
- paragraph: Ter Secretarie zijn verkrijgbaar gesteld kosteloze formulieren, voor het stellen van candidaten ter verkiezing van leden voor de gemeenteraad.: [676, 1122, 927, 1180]
